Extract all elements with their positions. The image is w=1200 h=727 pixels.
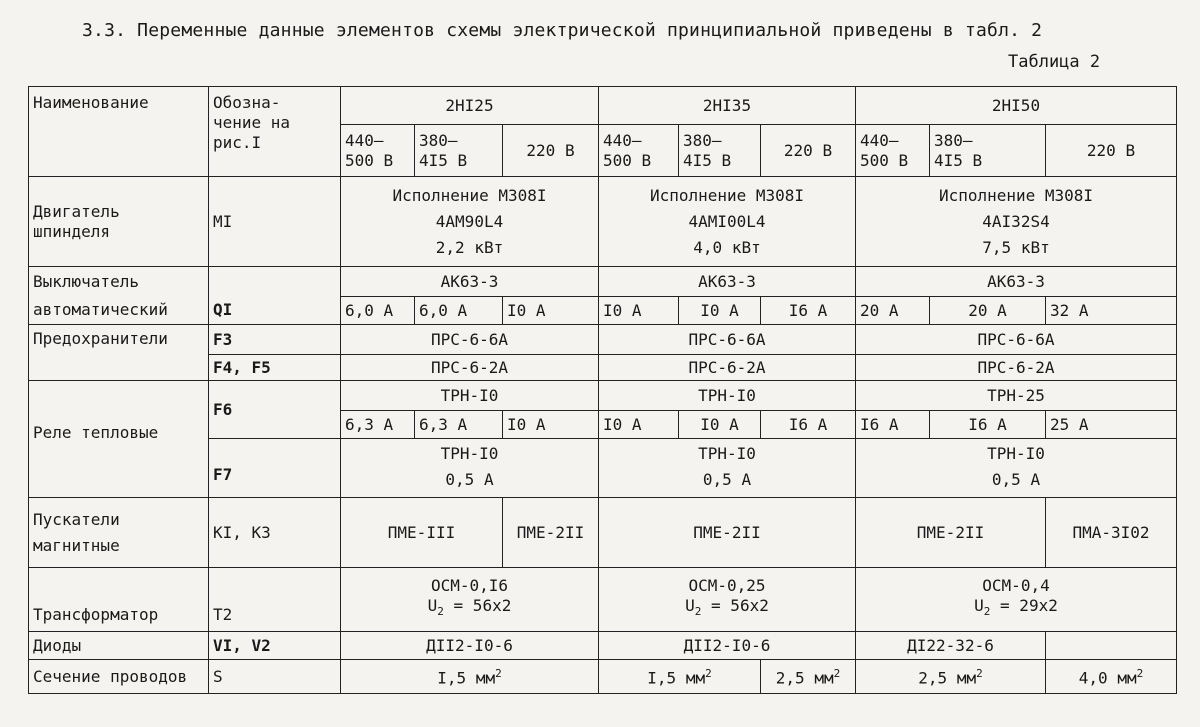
starters-code: КI, К3 xyxy=(209,498,341,568)
breaker-current: I0 А xyxy=(503,297,599,325)
motor-cell: Исполнение М308I 4АМ90L4 2,2 кВт xyxy=(341,177,599,267)
transformer-voltage: $U_2 = 29х2$ xyxy=(974,596,1058,619)
fuse-cell: ПРС-6-6А xyxy=(856,325,1177,355)
relay-f6-type: ТРН-I0 xyxy=(599,381,856,411)
wire-cell: I,5 $мм^2$ xyxy=(599,660,761,694)
breaker-current: 20 А xyxy=(930,297,1046,325)
diode-cell: ДI22-32-6 xyxy=(856,632,1046,660)
relay-f7-cell: ТРН-I0 0,5 А xyxy=(599,439,856,498)
voltage-cell: 220 В xyxy=(761,125,856,177)
starter-cell: ПМЕ-2II xyxy=(856,498,1046,568)
breaker-current: 6,0 А xyxy=(415,297,503,325)
table-label: Таблица 2 xyxy=(1008,52,1101,72)
diode-cell: ДII2-I0-6 xyxy=(341,632,599,660)
voltage-cell: 220 В xyxy=(1046,125,1177,177)
transformer-cell xyxy=(341,568,599,632)
relay-f6-type: ТРН-25 xyxy=(856,381,1177,411)
starter-cell: ПМА-3I02 xyxy=(1046,498,1177,568)
voltage-cell: 440– 500 В xyxy=(599,125,679,177)
voltage-cell: 380– 4I5 В xyxy=(679,125,761,177)
breaker-name: Выключатель автоматический xyxy=(29,267,209,325)
transformer-type: ОСМ-0,25 xyxy=(688,576,766,596)
fuse-cell: ПРС-6-2А xyxy=(599,355,856,381)
specs-table xyxy=(28,86,1177,694)
diode-cell: ДII2-I0-6 xyxy=(599,632,856,660)
breaker-current: 32 А xyxy=(1046,297,1177,325)
transformer-voltage: $U_2 = 56х2$ xyxy=(685,596,769,619)
breaker-type: АК63-3 xyxy=(856,267,1177,297)
wire-cell: 2,5 $мм^2$ xyxy=(761,660,856,694)
relay-f6-current: I0 А xyxy=(599,411,679,439)
transformer-voltage: $U_2 = 56х2$ xyxy=(427,596,512,619)
voltage-cell: 380– 4I5 В xyxy=(415,125,503,177)
starters-row xyxy=(29,498,1177,568)
page-heading: 3.3. Переменные данные элементов схемы электрической принципиальной приведены в табл. 2 xyxy=(82,20,1043,41)
header-designation: Обозна- чение на рис.I xyxy=(209,87,341,177)
fuse-cell: ПРС-6-6А xyxy=(341,325,599,355)
motor-code: МI xyxy=(209,177,341,267)
voltage-cell: 220 В xyxy=(503,125,599,177)
transformer-cell xyxy=(599,568,856,632)
relay-f6-current: 6,3 А xyxy=(415,411,503,439)
voltage-cell: 440– 500 В xyxy=(341,125,415,177)
wire-cell: 2,5 $мм^2$ xyxy=(856,660,1046,694)
breaker-current: 20 А xyxy=(856,297,930,325)
starters-name: Пускатели магнитные xyxy=(29,498,209,568)
wires-row xyxy=(29,660,1177,694)
header-row xyxy=(29,87,1177,125)
breaker-current: I0 А xyxy=(599,297,679,325)
fuse-f3-row xyxy=(29,325,1177,355)
breaker-type: АК63-3 xyxy=(341,267,599,297)
diodes-name: Диоды xyxy=(29,632,209,660)
transformer-name: Трансформатор xyxy=(29,568,209,632)
relay-code-f7: F7 xyxy=(209,439,341,498)
breaker-current: I0 А xyxy=(679,297,761,325)
relay-f6-current: 6,3 А xyxy=(341,411,415,439)
motor-name: Двигатель шпинделя xyxy=(29,177,209,267)
wire-cell: I,5 $мм^2$ xyxy=(341,660,599,694)
breaker-code: QI xyxy=(209,267,341,325)
header-name: Наименование xyxy=(29,87,209,177)
starter-cell: ПМЕ-2II xyxy=(599,498,856,568)
motor-cell: Исполнение М308I 4АI32S4 7,5 кВт xyxy=(856,177,1177,267)
relay-f6-current: 25 А xyxy=(1046,411,1177,439)
starter-cell: ПМЕ-III xyxy=(341,498,503,568)
breaker-type-row xyxy=(29,267,1177,297)
fuse-cell: ПРС-6-2А xyxy=(341,355,599,381)
motor-row xyxy=(29,177,1177,267)
fuse-cell: ПРС-6-6А xyxy=(599,325,856,355)
breaker-current: I6 А xyxy=(761,297,856,325)
voltage-cell: 440– 500 В xyxy=(856,125,930,177)
diode-empty-cell xyxy=(1046,632,1177,660)
transformer-row xyxy=(29,568,1177,632)
starter-cell: ПМЕ-2II xyxy=(503,498,599,568)
transformer-code: Т2 xyxy=(209,568,341,632)
fuse-cell: ПРС-6-2А xyxy=(856,355,1177,381)
breaker-type: АК63-3 xyxy=(599,267,856,297)
transformer-type: ОСМ-0,I6 xyxy=(430,576,509,596)
relay-f6-current: I6 А xyxy=(761,411,856,439)
fuses-code-f3: F3 xyxy=(209,325,341,355)
relay-f6-type: ТРН-I0 xyxy=(341,381,599,411)
diodes-code: VI, V2 xyxy=(209,632,341,660)
wires-code: S xyxy=(209,660,341,694)
diodes-row xyxy=(29,632,1177,660)
relay-f7-cell: ТРН-I0 0,5 А xyxy=(341,439,599,498)
voltage-cell: 380– 4I5 В xyxy=(930,125,1046,177)
relay-f6-current: I6 А xyxy=(856,411,930,439)
transformer-type: ОСМ-0,4 xyxy=(982,576,1050,596)
fuses-name: Предохранители xyxy=(29,325,209,381)
header-model-2n135: 2НI35 xyxy=(599,87,856,125)
relay-f7-cell: ТРН-I0 0,5 А xyxy=(856,439,1177,498)
relay-name: Реле тепловые xyxy=(29,381,209,498)
header-model-2n125: 2НI25 xyxy=(341,87,599,125)
fuses-code-f4f5: F4, F5 xyxy=(209,355,341,381)
relay-f6-current: I0 А xyxy=(503,411,599,439)
breaker-current: 6,0 А xyxy=(341,297,415,325)
relay-f6-current: I6 А xyxy=(930,411,1046,439)
relay-f6-current: I0 А xyxy=(679,411,761,439)
relay-f6-type-row xyxy=(29,381,1177,411)
header-model-2n150: 2НI50 xyxy=(856,87,1177,125)
relay-code-f6: F6 xyxy=(209,381,341,439)
transformer-cell xyxy=(856,568,1177,632)
wires-name: Сечение проводов xyxy=(29,660,209,694)
wire-cell: 4,0 $мм^2$ xyxy=(1046,660,1177,694)
motor-cell: Исполнение М308I 4АМI00L4 4,0 кВт xyxy=(599,177,856,267)
